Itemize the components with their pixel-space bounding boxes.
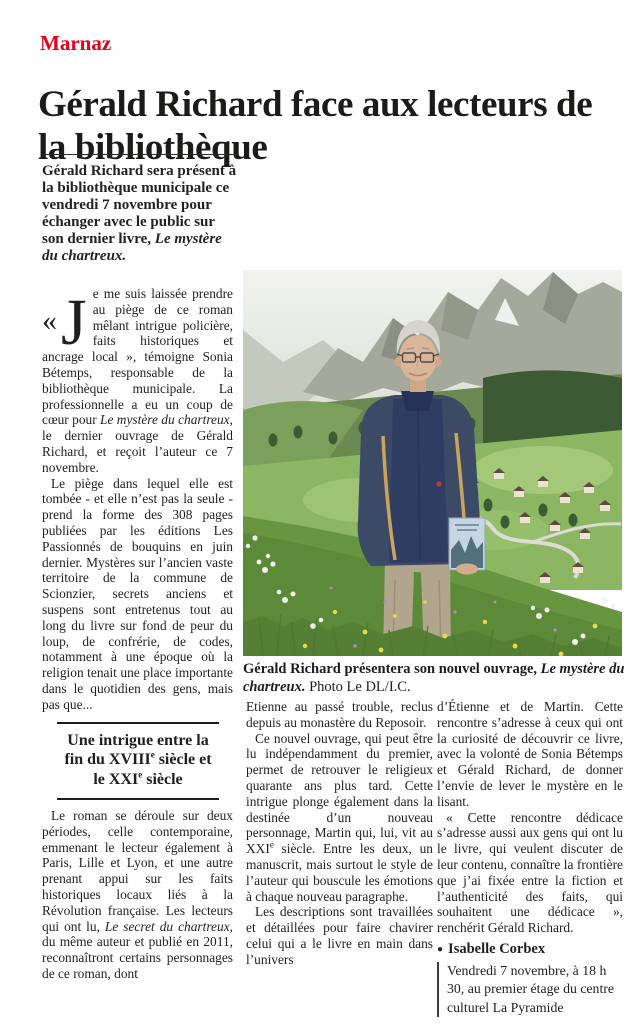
article-lead: Gérald Richard sera présent à la bibliothèque municipale ce vendredi 7 novembre pour échanger avec le public sur son dernier livre, Le mystère du chartreux. <box>42 154 237 265</box>
polo-collar <box>401 391 434 411</box>
column-left <box>42 286 233 982</box>
hand <box>456 564 478 575</box>
paragraph-opening: « J e me suis laissée prendre au piège de ce roman mêlant intrigue policière, faits historiques et ancrage local », témoigne Sonia Bétemps, responsable de la bibliothèque municipale. La professionnelle a eu un coup de cœur pour Le mystère du chartreux, le dernier ouvrage de Gérald Richard, et reçoit l’auteur ce 7 novembre. <box>42 286 233 475</box>
alpine-portrait-photo <box>243 270 622 656</box>
column-right <box>437 699 623 1017</box>
section-kicker: Marnaz <box>40 31 112 55</box>
article-headline: Gérald Richard face aux lecteurs de la bibliothèque <box>38 83 593 168</box>
caption-text: Gérald Richard présentera son nouvel ouvrage, Le mystère du chartreux. Photo Le DL/I.C. <box>243 661 625 695</box>
book-in-hand <box>449 518 485 575</box>
byline-author: Isabelle Corbex <box>448 940 546 957</box>
photo-caption <box>243 661 625 696</box>
column-middle <box>246 699 433 968</box>
paragraph-continuation: Etienne au passé trouble, reclus depuis au monastère du Reposoir. <box>246 699 433 730</box>
opening-quote-mark: « <box>42 304 57 337</box>
byline-bullet-icon: ● <box>437 943 444 955</box>
drop-cap <box>42 286 87 359</box>
paragraph: « Cette rencontre dédicace s’adresse aussi aux gens qui ont lu le livre, qui veulent discuter de leur contenu, connaître la frontière que j’ai fixée entre la fiction et l’authenticité des faits, qui souhaitent une dédicace », renchérit Gérald Richard. <box>437 809 623 936</box>
article-subhead: Une intrigue entre la fin du XVIIIe siècle et le XXIe siècle <box>57 722 219 801</box>
paragraph: Ce nouvel ouvrage, qui peut être lu indépendamment du premier, permet de retrouver le religieux quarante ans plus tard. Cette intrigue plonge également dans la destinée d’un nouveau personnage, Martin qui, lui, vit au XXIe siècle. Entre les deux, un manuscrit, mais surtout le style de l’auteur qui bouscule les émotions à chaque nouveau paragraphe. <box>246 730 433 904</box>
paragraph: Le piège dans lequel elle est tombée - et elle n’est pas la seule - prend la forme des 308 pages publiées par les éditions Les Passionnés de bouquins en juin dernier. Mystères sur l’ancien vaste territoire de la commune de Scionzier, secrets anciens et suspens sont entretenus tout au long du livre sur fond de peur du loup, de confrérie, de codes, notamment à une époque où la religion tenait une place importante dans le quotidien des gens, mais pas que... <box>42 475 233 712</box>
polo-logo <box>436 481 441 486</box>
drop-cap-letter: J <box>61 286 87 359</box>
event-info: Vendredi 7 novembre, à 18 h 30, au premier étage du centre culturel La Pyramide <box>437 962 623 1018</box>
paragraph-continuation: d’Étienne et de Martin. Cette rencontre s’adresse à ceux qui ont la curiosité de découvrir ce livre, avec la volonté de Sonia Bétemps et Gérald Richard, de donner l’envie de lever le mystère en le lisant. <box>437 699 623 809</box>
byline <box>437 942 623 958</box>
paragraph: Le roman se déroule sur deux périodes, celle contemporaine, emmenant le lecteur également à Paris, Lille et Lyon, et une autre prenant appui sur les faits historiques locaux liés à la Révolution française. Les lecteurs qui ont lu, Le secret du chartreux, du même auteur et publié en 2011, reconnaîtront certains personnages de ce roman, dont <box>42 808 233 981</box>
paragraph: Les descriptions sont travaillées et détaillées pour faire chavirer celui qui a le livre en main dans l’univers <box>246 904 433 967</box>
article-photo <box>243 270 622 656</box>
